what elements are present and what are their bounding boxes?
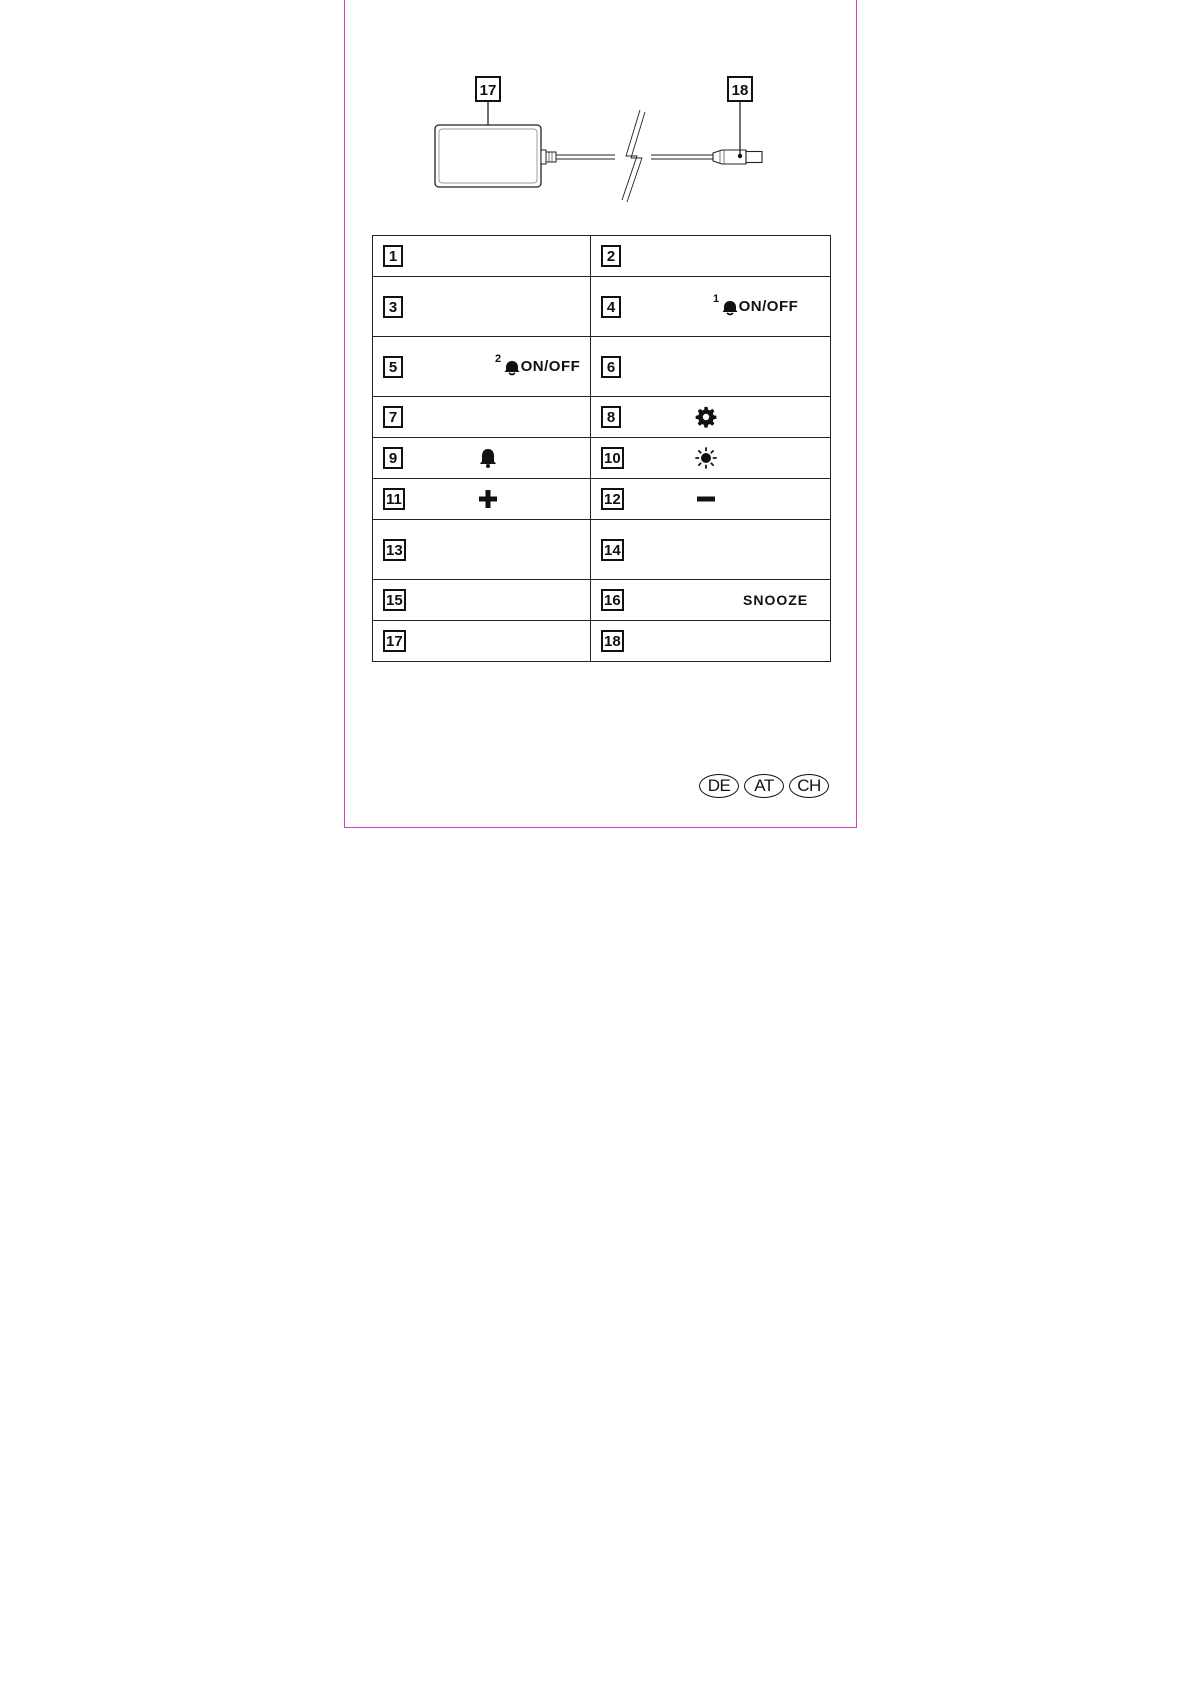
power-adapter — [435, 125, 615, 187]
legend-cell-6 — [591, 337, 831, 397]
legend-cell-15 — [373, 580, 591, 621]
plus-icon — [477, 488, 499, 510]
alarm-clock-icon — [503, 358, 521, 376]
alarm-clock-icon — [721, 298, 739, 316]
usb-c-plug — [651, 150, 762, 164]
legend-cell-16 — [591, 580, 831, 621]
brightness-icon — [695, 447, 717, 469]
part-number: 8 — [601, 406, 621, 428]
legend-row — [373, 580, 831, 621]
legend-row — [373, 397, 831, 438]
part-number: 9 — [383, 447, 403, 469]
legend-cell-2 — [591, 236, 831, 277]
part-number: 4 — [601, 296, 621, 318]
legend-cell-17 — [373, 621, 591, 662]
alarm-index: 2 — [495, 352, 502, 365]
part-number: 14 — [601, 539, 624, 561]
legend-row — [373, 236, 831, 277]
onoff-label: ON/OFF — [738, 298, 799, 315]
part-number: 13 — [383, 539, 406, 561]
parts-legend-table — [372, 235, 831, 662]
adapter-diagram — [0, 0, 1191, 220]
part-number: 12 — [601, 488, 624, 510]
part-number: 16 — [601, 589, 624, 611]
legend-row — [373, 277, 831, 337]
country-badge-de: DE — [699, 774, 739, 798]
legend-cell-1 — [373, 236, 591, 277]
legend-cell-5 — [373, 337, 591, 397]
part-number: 6 — [601, 356, 621, 378]
legend-cell-12 — [591, 479, 831, 520]
callout-18-label: 18 — [731, 82, 749, 99]
legend-cell-10 — [591, 438, 831, 479]
country-codes — [699, 774, 829, 798]
part-number: 1 — [383, 245, 403, 267]
minus-icon — [695, 488, 717, 510]
legend-cell-13 — [373, 520, 591, 580]
part-number: 7 — [383, 406, 403, 428]
part-number: 10 — [601, 447, 624, 469]
legend-cell-11 — [373, 479, 591, 520]
part-number: 3 — [383, 296, 403, 318]
part-number: 2 — [601, 245, 621, 267]
legend-cell-7 — [373, 397, 591, 438]
part-number: 15 — [383, 589, 406, 611]
callout-17-label: 17 — [479, 82, 497, 99]
alarm1-onoff-symbol — [713, 292, 799, 316]
legend-row — [373, 520, 831, 580]
part-number: 18 — [601, 630, 624, 652]
legend-cell-18 — [591, 621, 831, 662]
alarm-index: 1 — [713, 292, 720, 305]
cable-break-symbol — [622, 110, 645, 202]
legend-row — [373, 621, 831, 662]
legend-cell-4 — [591, 277, 831, 337]
country-badge-at: AT — [744, 774, 784, 798]
legend-cell-14 — [591, 520, 831, 580]
legend-row — [373, 438, 831, 479]
legend-cell-9 — [373, 438, 591, 479]
callout-18 — [728, 77, 752, 158]
country-badge-ch: CH — [789, 774, 829, 798]
legend-row — [373, 337, 831, 397]
part-number: 17 — [383, 630, 406, 652]
part-number: 11 — [383, 488, 405, 510]
legend-cell-3 — [373, 277, 591, 337]
onoff-label: ON/OFF — [520, 358, 581, 375]
alarm2-onoff-symbol — [495, 352, 581, 376]
bell-icon — [477, 447, 499, 469]
part-number: 5 — [383, 356, 403, 378]
snooze-label: SNOOZE — [743, 592, 809, 608]
legend-row — [373, 479, 831, 520]
legend-cell-8 — [591, 397, 831, 438]
gear-icon — [695, 406, 717, 428]
